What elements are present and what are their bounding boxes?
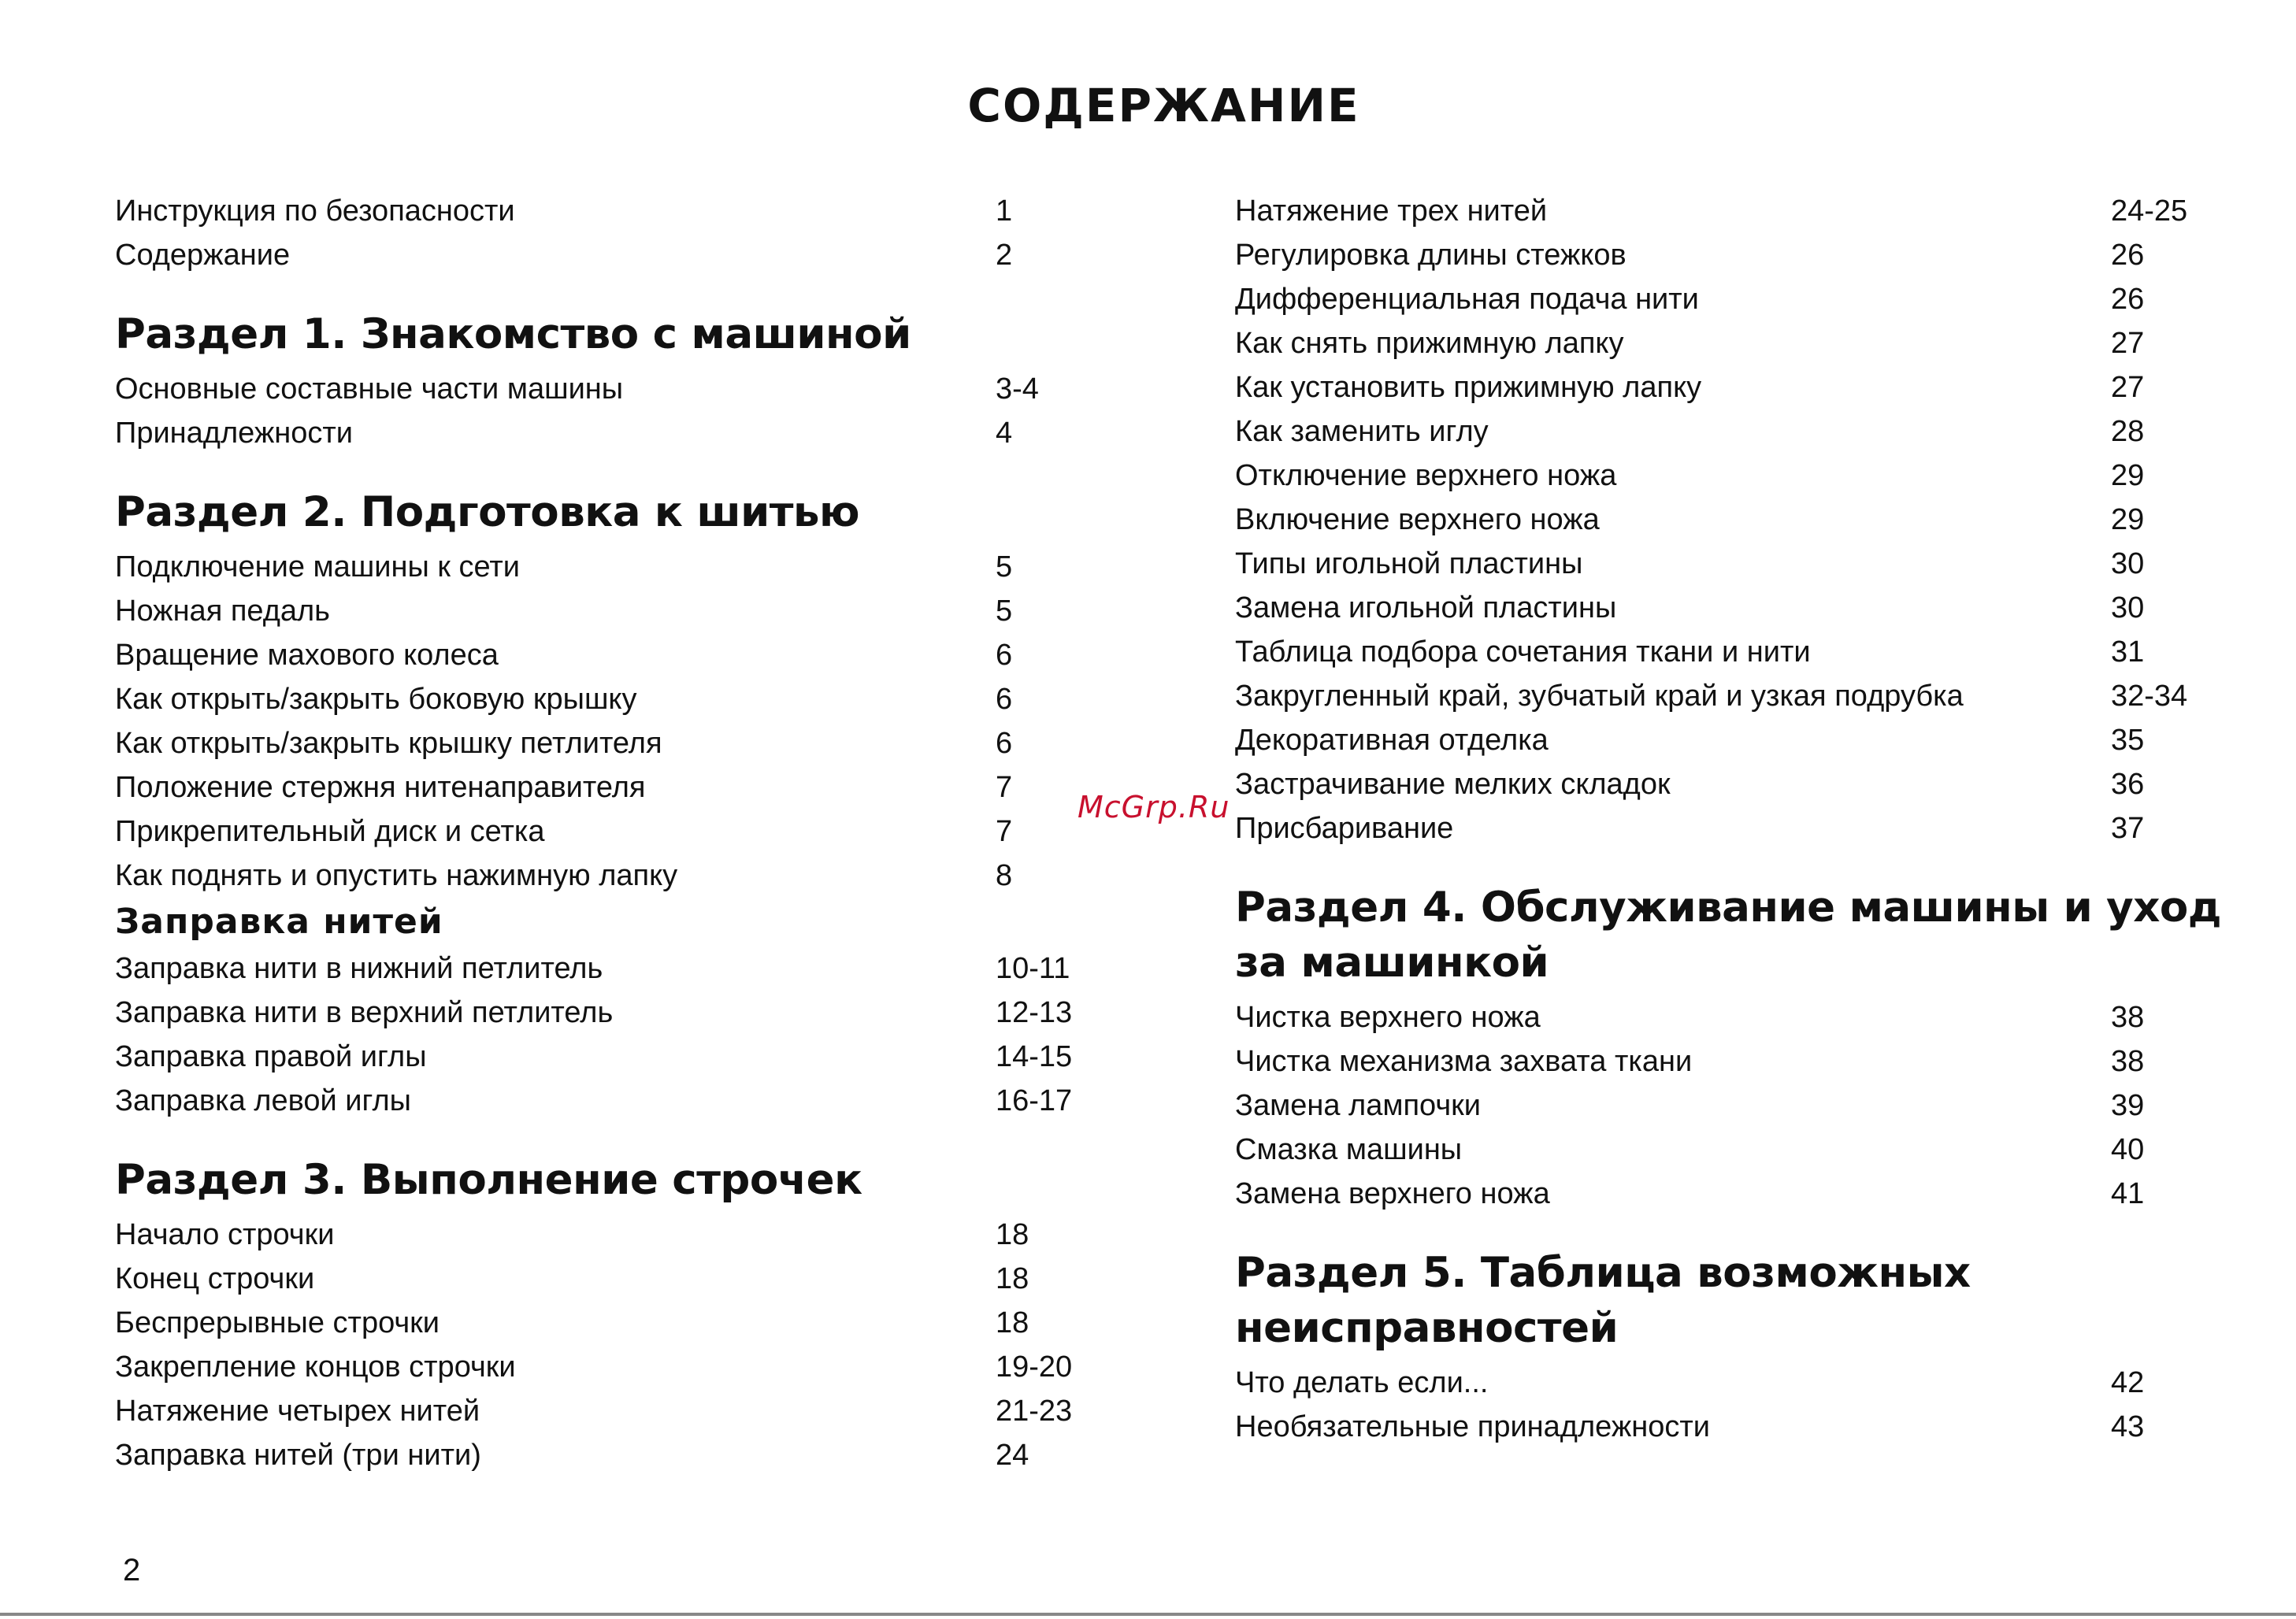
entry-page: 18 — [996, 1306, 1029, 1339]
entry-title: Необязательные принадлежности — [1235, 1410, 1711, 1443]
entry-page: 38 — [2111, 1001, 2145, 1034]
entry-page: 18 — [996, 1262, 1029, 1295]
entry-title: Таблица подбора сочетания ткани и нити — [1235, 635, 1811, 669]
entry-title: Принадлежности — [115, 417, 354, 450]
entry-page: 26 — [2111, 283, 2145, 316]
toc-entry — [1235, 1361, 2220, 1405]
page-title: СОДЕРЖАНИЕ — [967, 79, 1360, 132]
section-1-heading: Раздел 1. Знакомство с машиной — [115, 310, 911, 358]
toc-left-column — [115, 189, 1100, 1477]
page-number: 2 — [123, 1553, 141, 1588]
toc-entry — [115, 1433, 1100, 1477]
entry-page: 30 — [2111, 547, 2145, 580]
entry-title: Как снять прижимную лапку — [1235, 327, 1624, 360]
entry-page: 14-15 — [996, 1040, 1073, 1073]
watermark: McGrp.Ru — [1078, 790, 1230, 824]
entry-page: 6 — [996, 639, 1013, 672]
toc-entry — [115, 810, 1100, 854]
toc-entry — [1235, 1172, 2220, 1216]
bottom-border — [0, 1613, 2296, 1616]
toc-entry — [115, 233, 1100, 277]
entry-page: 28 — [2111, 415, 2145, 448]
toc-entry — [1235, 586, 2220, 630]
entry-page: 7 — [996, 771, 1013, 804]
entry-page: 6 — [996, 683, 1013, 716]
entry-title: Заправка левой иглы — [115, 1084, 411, 1117]
toc-entry — [115, 1213, 1100, 1257]
toc-entry — [115, 947, 1100, 991]
entry-title: Замена лампочки — [1235, 1089, 1481, 1122]
section-5-heading-line-2: неисправностей — [1235, 1304, 1619, 1352]
entry-title: Как открыть/закрыть боковую крышку — [115, 683, 637, 716]
entry-title: Содержание — [115, 239, 291, 272]
entry-title: Заправка нитей (три нити) — [115, 1439, 481, 1472]
entry-page: 42 — [2111, 1366, 2145, 1399]
section-4-heading-line-1: Раздел 4. Обслуживание машины и уход — [1235, 884, 2222, 932]
entry-page: 24 — [996, 1439, 1029, 1472]
entry-page: 5 — [996, 595, 1013, 628]
entry-title: Заправка нити в верхний петлитель — [115, 996, 614, 1029]
entry-title: Заправка нити в нижний петлитель — [115, 952, 603, 985]
toc-entry — [1235, 542, 2220, 586]
toc-entry — [1235, 1128, 2220, 1172]
entry-title: Как установить прижимную лапку — [1235, 371, 1702, 404]
entry-page: 40 — [2111, 1133, 2145, 1166]
toc-entry — [1235, 233, 2220, 277]
entry-title: Как открыть/закрыть крышку петлителя — [115, 727, 662, 760]
entry-page: 21-23 — [996, 1395, 1073, 1428]
entry-page: 38 — [2111, 1045, 2145, 1078]
toc-entry — [1235, 189, 2220, 233]
entry-title: Вращение махового колеса — [115, 639, 499, 672]
entry-page: 8 — [996, 859, 1013, 892]
entry-title: Натяжение четырех нитей — [115, 1395, 480, 1428]
toc-entry — [115, 589, 1100, 633]
section-5-heading — [1235, 1246, 2227, 1356]
entry-title: Как заменить иглу — [1235, 415, 1489, 448]
toc-entry — [1235, 674, 2220, 718]
toc-entry — [1235, 1084, 2220, 1128]
toc-entry — [1235, 498, 2220, 542]
section-4-heading-line-2: за машинкой — [1235, 939, 1549, 987]
entry-title: Положение стержня нитенаправителя — [115, 771, 646, 804]
entry-title: Включение верхнего ножа — [1235, 503, 1600, 536]
toc-entry — [1235, 995, 2220, 1039]
toc-entry — [1235, 718, 2220, 762]
toc-entry — [115, 1389, 1100, 1433]
entry-page: 2 — [996, 239, 1013, 272]
entry-page: 1 — [996, 195, 1013, 228]
toc-entry — [115, 854, 1100, 898]
toc-entry — [1235, 762, 2220, 806]
entry-title: Декоративная отделка — [1235, 724, 1549, 757]
entry-title: Основные составные части машины — [115, 372, 624, 406]
toc-entry — [115, 677, 1100, 721]
entry-title: Дифференциальная подача нити — [1235, 283, 1699, 316]
entry-title: Присбаривание — [1235, 812, 1454, 845]
entry-title: Закругленный край, зубчатый край и узкая подрубка — [1235, 680, 1964, 713]
entry-page: 32-34 — [2111, 680, 2188, 713]
toc-entry — [115, 991, 1100, 1035]
entry-title: Натяжение трех нитей — [1235, 195, 1548, 228]
entry-page: 35 — [2111, 724, 2145, 757]
entry-page: 7 — [996, 815, 1013, 848]
entry-page: 6 — [996, 727, 1013, 760]
toc-intro — [115, 189, 1100, 277]
toc-entry — [115, 1079, 1100, 1123]
toc-entry — [115, 721, 1100, 765]
entry-page: 30 — [2111, 591, 2145, 624]
toc-entry — [1235, 630, 2220, 674]
entry-title: Закрепление концов строчки — [115, 1350, 516, 1384]
entry-title: Смазка машины — [1235, 1133, 1463, 1166]
entry-title: Замена игольной пластины — [1235, 591, 1617, 624]
entry-title: Замена верхнего ножа — [1235, 1177, 1550, 1210]
toc-entry — [1235, 277, 2220, 321]
entry-page: 3-4 — [996, 372, 1039, 406]
entry-page: 29 — [2111, 459, 2145, 492]
entry-title: Чистка механизма захвата ткани — [1235, 1045, 1693, 1078]
entry-page: 5 — [996, 550, 1013, 584]
entry-page: 12-13 — [996, 996, 1073, 1029]
section-4-heading — [1235, 880, 2227, 991]
entry-page: 26 — [2111, 239, 2145, 272]
entry-title: Застрачивание мелких складок — [1235, 768, 1671, 801]
toc-entry — [115, 765, 1100, 810]
toc-entry — [115, 1035, 1100, 1079]
toc-entry — [1235, 409, 2220, 454]
entry-title: Что делать если... — [1235, 1366, 1489, 1399]
entry-page: 41 — [2111, 1177, 2145, 1210]
toc-entry — [115, 633, 1100, 677]
toc-entry — [115, 545, 1100, 589]
toc-entry — [115, 367, 1100, 411]
entry-title: Подключение машины к сети — [115, 550, 521, 584]
section-3-heading: Раздел 3. Выполнение строчек — [115, 1156, 862, 1204]
entry-title: Инструкция по безопасности — [115, 195, 515, 228]
entry-page: 19-20 — [996, 1350, 1073, 1384]
entry-page: 37 — [2111, 812, 2145, 845]
subsection-threading-heading: Заправка нитей — [115, 902, 443, 942]
entry-page: 43 — [2111, 1410, 2145, 1443]
toc-entry — [1235, 454, 2220, 498]
toc-entry — [115, 411, 1100, 455]
entry-page: 10-11 — [996, 952, 1070, 985]
toc-entry — [1235, 321, 2220, 365]
section-2-heading: Раздел 2. Подготовка к шитью — [115, 488, 860, 536]
entry-title: Регулировка длины стежков — [1235, 239, 1626, 272]
entry-title: Заправка правой иглы — [115, 1040, 427, 1073]
entry-title: Отключение верхнего ножа — [1235, 459, 1617, 492]
entry-title: Прикрепительный диск и сетка — [115, 815, 545, 848]
entry-page: 24-25 — [2111, 195, 2188, 228]
toc-entry — [115, 1301, 1100, 1345]
toc-entry — [115, 1345, 1100, 1389]
entry-title: Ножная педаль — [115, 595, 330, 628]
entry-page: 27 — [2111, 327, 2145, 360]
toc-entry — [1235, 365, 2220, 409]
entry-title: Начало строчки — [115, 1218, 335, 1251]
section-5-heading-line-1: Раздел 5. Таблица возможных — [1235, 1249, 1971, 1297]
entry-title: Конец строчки — [115, 1262, 315, 1295]
toc-entry — [1235, 1039, 2220, 1084]
toc-entry — [115, 189, 1100, 233]
toc-entry — [1235, 806, 2220, 850]
entry-page: 16-17 — [996, 1084, 1073, 1117]
entry-page: 39 — [2111, 1089, 2145, 1122]
entry-title: Беспрерывные строчки — [115, 1306, 440, 1339]
entry-title: Как поднять и опустить нажимную лапку — [115, 859, 678, 892]
entry-page: 29 — [2111, 503, 2145, 536]
entry-page: 31 — [2111, 635, 2145, 669]
toc-entry — [1235, 1405, 2220, 1449]
entry-page: 27 — [2111, 371, 2145, 404]
entry-page: 18 — [996, 1218, 1029, 1251]
entry-title: Чистка верхнего ножа — [1235, 1001, 1541, 1034]
entry-title: Типы игольной пластины — [1235, 547, 1583, 580]
entry-page: 36 — [2111, 768, 2145, 801]
toc-right-column — [1235, 189, 2220, 1449]
toc-entry — [115, 1257, 1100, 1301]
entry-page: 4 — [996, 417, 1013, 450]
